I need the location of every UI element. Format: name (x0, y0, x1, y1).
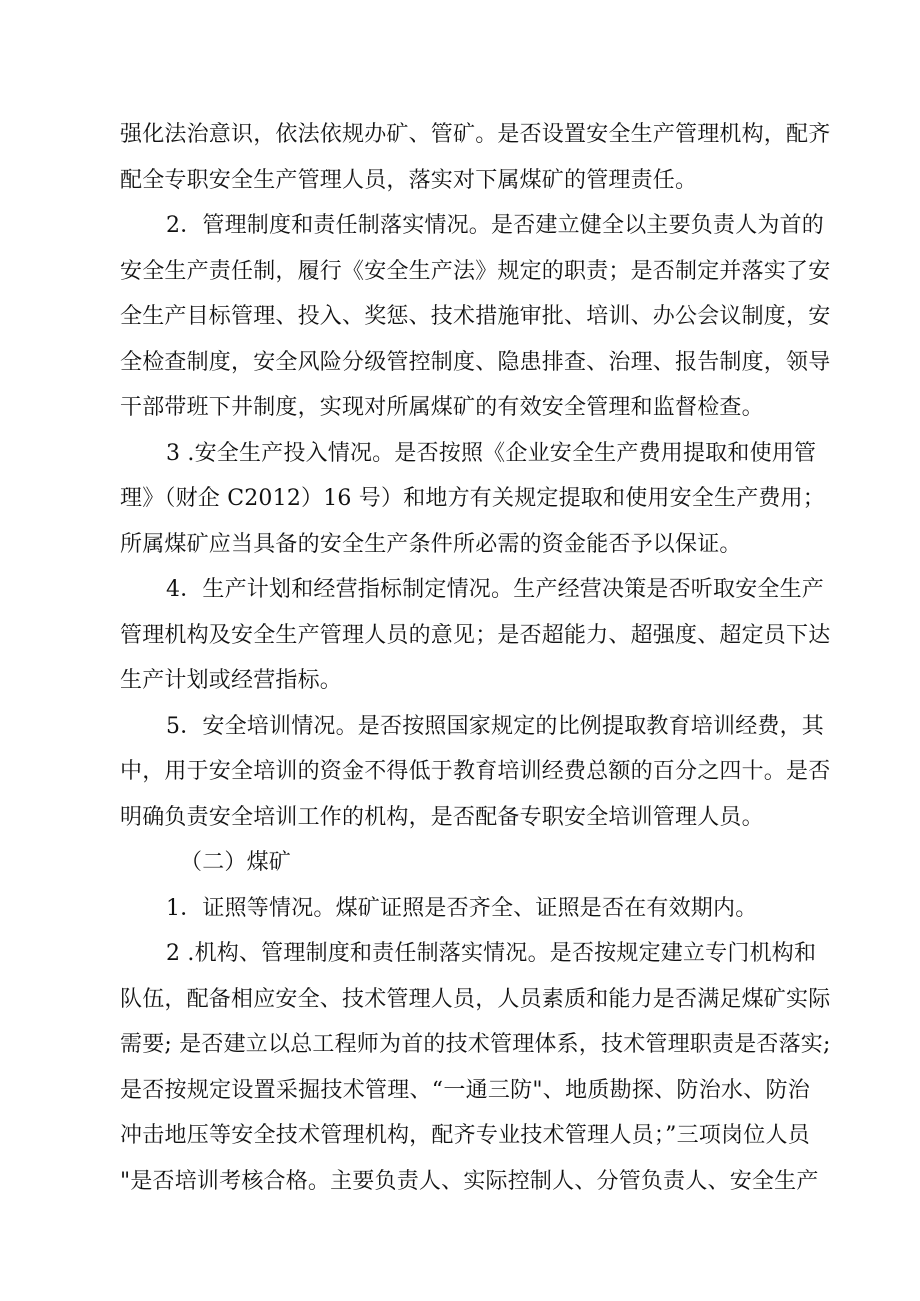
paragraph-line: 2．管理制度和责任制落实情况。是否建立健全以主要负责人为首的 (166, 213, 824, 238)
paragraph-line: 强化法治意识，依法依规办矿、管矿。是否设置安全生产管理机构，配齐 (120, 122, 831, 147)
paragraph-line: 全生产目标管理、投入、奖惩、技术措施审批、培训、办公会议制度，安 (120, 304, 831, 329)
paragraph-line: 冲击地压等安全技术管理机构，配齐专业技术管理人员；”三项岗位人员 (120, 1123, 810, 1148)
paragraph-line: 4．生产计划和经营指标制定情况。生产经营决策是否听取安全生产 (166, 577, 824, 602)
paragraph-line: 安全生产责任制，履行《安全生产法》规定的职责；是否制定并落实了安 (120, 258, 831, 284)
paragraph-line: 干部带班下井制度，实现对所属煤矿的有效安全管理和监督检查。 (120, 395, 764, 420)
document-page (120, 112, 831, 1204)
paragraph-line: 所属煤矿应当具备的安全生产条件所必需的资金能否予以保证。 (120, 531, 742, 557)
paragraph-line: 生产计划或经营指标。 (120, 668, 343, 693)
paragraph-line: 5．安全培训情况。是否按照国家规定的比例提取教育培训经费，其 (166, 713, 824, 739)
paragraph-line: 队伍，配备相应安全、技术管理人员，人员素质和能力是否满足煤矿实际 (120, 986, 831, 1012)
paragraph-line: 需要; 是否建立以总工程师为首的技术管理体系，技术管理职责是否落实; (120, 1032, 831, 1057)
paragraph-line: "是否培训考核合格。主要负责人、实际控制人、分管负责人、安全生产 (120, 1168, 819, 1194)
section-heading: （二）煤矿 (180, 850, 292, 875)
paragraph-line: 全检查制度，安全风险分级管控制度、隐患排查、治理、报告制度，领导 (120, 349, 831, 375)
paragraph-line: 中，用于安全培训的资金不得低于教育培训经费总额的百分之四十。是否 (120, 759, 831, 784)
paragraph-line: 3 .安全生产投入情况。是否按照《企业安全生产费用提取和使用管 (166, 440, 817, 466)
paragraph-line: 理》（财企 C2012）16 号）和地方有关规定提取和使用安全生产费用； (120, 486, 826, 511)
paragraph-line: 1．证照等情况。煤矿证照是否齐全、证照是否在有效期内。 (166, 895, 758, 921)
paragraph-line: 管理机构及安全生产管理人员的意见；是否超能力、超强度、超定员下达 (120, 622, 831, 648)
paragraph-line: 配全专职安全生产管理人员，落实对下属煤矿的管理责任。 (120, 167, 698, 193)
paragraph-line: 是否按规定设置采掘技术管理、“一通三防"、地质勘探、防治水、防治 (120, 1077, 810, 1103)
paragraph-line: 明确负责安全培训工作的机构，是否配备专职安全培训管理人员。 (120, 804, 764, 830)
paragraph-line: 2 .机构、管理制度和责任制落实情况。是否按规定建立专门机构和 (166, 941, 817, 966)
